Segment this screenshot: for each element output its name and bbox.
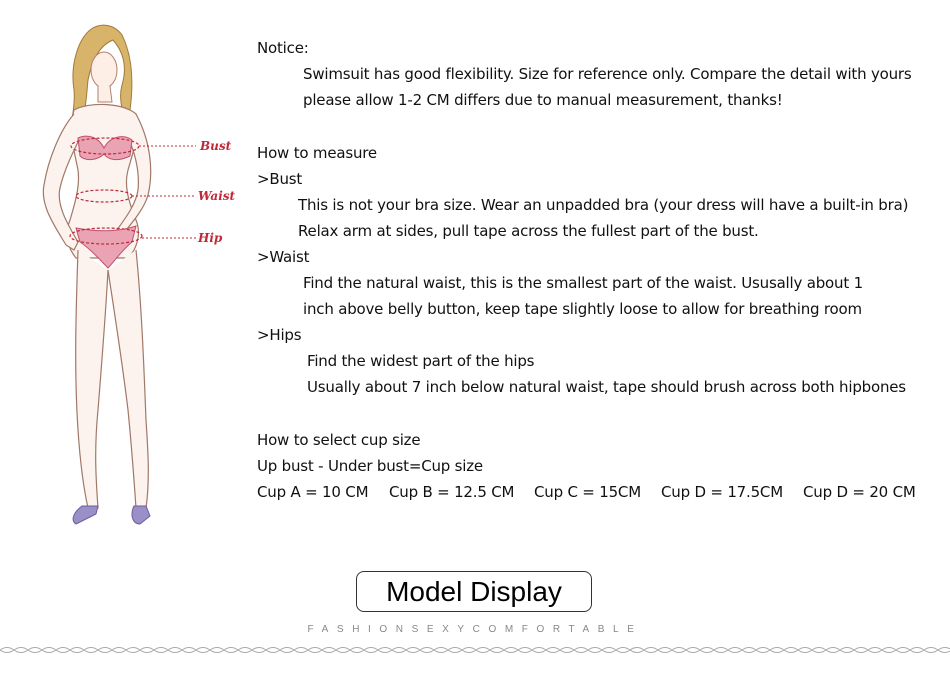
- bust-line-1: This is not your bra size. Wear an unpadded bra (your dress will have a built-in bra): [298, 196, 909, 214]
- cup-heading: How to select cup size: [257, 431, 421, 449]
- figure-svg: [18, 10, 258, 530]
- hips-heading: >Hips: [257, 326, 302, 344]
- notice-line-2: please allow 1-2 CM differs due to manual measurement, thanks!: [303, 91, 783, 109]
- how-to-measure-heading: How to measure: [257, 144, 377, 162]
- notice-heading: Notice:: [257, 39, 309, 57]
- wave-divider: [0, 640, 950, 660]
- tagline: FASHIONSEXYCOMFORTABLE: [307, 624, 643, 635]
- cup-formula: Up bust - Under bust=Cup size: [257, 457, 483, 475]
- cup-size-d2: Cup D = 20 CM: [803, 483, 916, 501]
- bust-line-2: Relax arm at sides, pull tape across the fullest part of the bust.: [298, 222, 759, 240]
- model-display-button[interactable]: Model Display: [356, 571, 592, 612]
- waist-heading: >Waist: [257, 248, 310, 266]
- bust-label: Bust: [200, 139, 232, 153]
- waist-line-1: Find the natural waist, this is the smallest part of the waist. Ususally about 1: [303, 274, 863, 292]
- bust-heading: >Bust: [257, 170, 303, 188]
- hips-line-1: Find the widest part of the hips: [307, 352, 535, 370]
- cup-size-b: Cup B = 12.5 CM: [389, 483, 515, 501]
- cup-size-a: Cup A = 10 CM: [257, 483, 369, 501]
- notice-line-1: Swimsuit has good flexibility. Size for reference only. Compare the detail with yours: [303, 65, 912, 83]
- waist-label: Waist: [198, 189, 236, 203]
- waist-line-2: inch above belly button, keep tape slightly loose to allow for breathing room: [303, 300, 862, 318]
- hips-line-2: Usually about 7 inch below natural waist, tape should brush across both hipbones: [307, 378, 906, 396]
- model-illustration: [18, 10, 258, 530]
- cup-size-d1: Cup D = 17.5CM: [661, 483, 783, 501]
- hip-label: Hip: [198, 231, 223, 245]
- cup-size-c: Cup C = 15CM: [534, 483, 641, 501]
